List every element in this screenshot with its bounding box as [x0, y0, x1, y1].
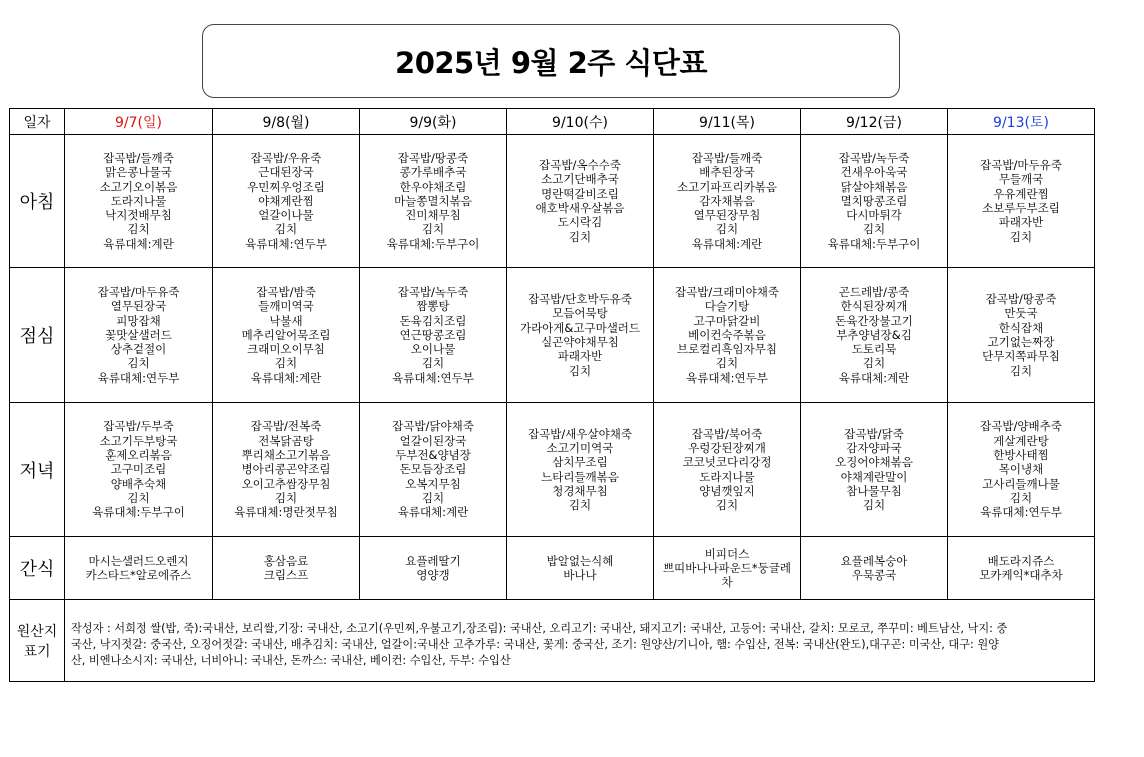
menu-item: 실곤약야채무침	[541, 335, 619, 349]
menu-item: 육류대체:연두부	[686, 370, 768, 385]
menu-item: 무들깨국	[998, 172, 1044, 187]
menu-item: 메추리알어묵조림	[241, 327, 331, 342]
menu-item: 꽃맛살샐러드	[105, 327, 172, 342]
menu-item: 고사리들깨나물	[982, 476, 1060, 491]
breakfast-cell	[801, 135, 948, 268]
menu-item: 브로컬리흑임자무침	[677, 342, 777, 357]
menu-item: 김치	[862, 498, 886, 513]
menu-item: 육류대체:계란	[103, 236, 174, 251]
menu-item: 모카케익*대추차	[979, 568, 1063, 582]
menu-item: 병아리콩곤약조림	[241, 462, 331, 477]
dinner-cell	[65, 403, 213, 537]
menu-item: 멸치땅콩조림	[840, 193, 908, 208]
menu-item: 낙지젓배무침	[105, 208, 172, 223]
title-box	[202, 24, 900, 98]
dinner-cell	[360, 403, 507, 537]
menu-item: 오복지무침	[405, 476, 461, 491]
menu-item: 우유계란찜	[993, 186, 1049, 201]
menu-item: 얼갈이나물	[258, 208, 314, 223]
header-row	[10, 109, 1095, 135]
lunch-cell	[507, 268, 654, 403]
menu-item: 김치	[568, 229, 592, 244]
menu-item: 뿌리채소고기볶음	[241, 448, 331, 463]
breakfast-cell	[654, 135, 801, 268]
menu-item: 고구미조림	[110, 462, 167, 477]
origin-line: 국산, 낙지젓갈: 중국산, 오징어젓갈: 국내산, 배추김치: 국내산, 얼갈이:국내산 고추가루: 국내산, 꽃게: 중국산, 조기: 원양산/기니아, 햄: 수입산, 전복: 국내산(완도),대구곤: 미국산, 대구: 원양	[71, 637, 999, 651]
menu-item: 들깨미역국	[258, 299, 314, 314]
day-header: 9/13(토)	[948, 109, 1095, 135]
dinner-cell	[948, 403, 1095, 537]
menu-item: 육류대체:연두부	[245, 236, 327, 251]
menu-item: 잡곡밥/닭야채죽	[392, 419, 474, 434]
menu-item: 소고기미역국	[546, 440, 614, 455]
menu-item: 잡곡밥/크래미야채죽	[675, 284, 779, 299]
menu-item: 도시락김	[557, 215, 603, 230]
menu-item: 잡곡밥/전복죽	[250, 419, 322, 434]
menu-item: 잡곡밥/들깨죽	[103, 150, 174, 165]
menu-item: 김치	[1009, 229, 1033, 244]
menu-item: 김치	[862, 356, 886, 371]
menu-item: 소고기파프리카볶음	[677, 179, 777, 194]
dinner-row	[10, 403, 1095, 537]
menu-item: 잡곡밥/밤죽	[256, 284, 316, 299]
menu-item: 다슬기탕	[704, 299, 750, 314]
menu-item: 다시마튀각	[846, 208, 902, 223]
menu-item: 코코넛코다리강정	[682, 455, 772, 470]
menu-item: 부추양념장&김	[836, 327, 912, 342]
menu-item: 전복닭곰탕	[258, 433, 314, 448]
menu-item: 얼갈이된장국	[399, 433, 467, 448]
menu-item: 김치	[1009, 363, 1033, 378]
menu-item: 김치	[568, 363, 592, 378]
menu-item: 오이고추쌈장무침	[241, 476, 331, 491]
menu-item: 육류대체:연두부	[392, 370, 474, 385]
menu-item: 잡곡밥/땅콩죽	[985, 292, 1057, 307]
menu-item: 크림스프	[263, 568, 309, 582]
menu-item: 잡곡밥/단호박두유죽	[528, 292, 632, 307]
menu-item: 파래자반	[557, 349, 603, 364]
page-title: 2025년 9월 2주 식단표	[395, 45, 707, 80]
menu-item: 상추겉절이	[110, 342, 167, 357]
menu-item: 돈모듬장조림	[399, 462, 467, 477]
menu-item: 삼치무조림	[552, 455, 608, 470]
menu-item: 두부전&양념장	[395, 448, 471, 463]
menu-item: 한우야채조림	[399, 179, 467, 194]
menu-item: 김치	[421, 490, 445, 505]
menu-item: 육류대체:계란	[250, 370, 322, 385]
menu-item: 크래미오이무침	[247, 342, 325, 357]
menu-item: 잡곡밥/새우살야채죽	[528, 426, 632, 441]
menu-item: 돈육김치조림	[399, 313, 467, 328]
breakfast-cell	[948, 135, 1095, 268]
menu-item: 육류대체:계란	[838, 370, 910, 385]
breakfast-cell	[507, 135, 654, 268]
menu-item: 한방사태찜	[993, 448, 1049, 463]
menu-item: 잡곡밥/녹두죽	[397, 284, 469, 299]
menu-item: 김치	[715, 222, 739, 237]
snack-cell	[654, 537, 801, 600]
dinner-cell	[213, 403, 360, 537]
menu-item: 베이컨숙주볶음	[688, 327, 766, 342]
snack-cell	[213, 537, 360, 600]
menu-item: 잡곡밥/양배추죽	[980, 419, 1062, 434]
origin-text	[65, 600, 1095, 682]
breakfast-cell	[360, 135, 507, 268]
lunch-cell	[654, 268, 801, 403]
menu-item: 비피더스	[704, 546, 750, 561]
menu-item: 김치	[421, 222, 445, 237]
menu-item: 한식된장찌개	[840, 299, 908, 314]
menu-item: 소보루두부조림	[982, 201, 1060, 215]
snack-row	[10, 537, 1095, 600]
menu-item: 잡곡밥/땅콩죽	[397, 150, 469, 165]
menu-item: 근대된장국	[258, 165, 314, 180]
menu-item: 느타리들깨볶음	[541, 469, 619, 484]
menu-item: 육류대체:두부구이	[92, 505, 185, 520]
menu-item: 모듬어묵탕	[552, 306, 608, 321]
menu-table	[9, 108, 1095, 682]
menu-item: 육류대체:연두부	[97, 370, 180, 385]
menu-item: 육류대체:연두부	[980, 505, 1062, 520]
menu-item: 열무된장무침	[693, 208, 761, 223]
menu-item: 청경채무침	[552, 483, 608, 498]
snack-cell	[65, 537, 213, 600]
day-header: 9/7(일)	[65, 109, 213, 135]
menu-item: 우렁강된장찌개	[688, 440, 766, 455]
menu-item: 요플레복숭아	[840, 553, 908, 568]
origin-row	[10, 600, 1095, 682]
breakfast-cell	[213, 135, 360, 268]
menu-item: 오이나물	[410, 342, 456, 357]
menu-item: 참나물무침	[846, 483, 902, 498]
day-header: 9/11(목)	[654, 109, 801, 135]
menu-item: 피망잡채	[116, 313, 161, 328]
menu-item: 김치	[862, 222, 886, 237]
menu-item: 열무된장국	[110, 299, 167, 314]
menu-item: 김치	[274, 490, 298, 505]
menu-item: 양배추숙채	[110, 476, 167, 491]
menu-item: 야채계란말이	[840, 469, 908, 484]
menu-item: 고구마닭갈비	[693, 313, 761, 328]
menu-item: 단무지쪽파무침	[982, 349, 1060, 364]
menu-item: 육류대체:계란	[397, 505, 469, 520]
menu-item: 김치	[568, 498, 592, 513]
day-header: 9/10(수)	[507, 109, 654, 135]
menu-item: 도라지나물	[110, 193, 167, 208]
lunch-cell	[65, 268, 213, 403]
menu-item: 육류대체:두부구이	[827, 236, 921, 251]
menu-item: 가라아게&고구마샐러드	[519, 320, 641, 335]
menu-item: 도토리묵	[851, 342, 897, 357]
menu-item: 배추된장국	[699, 165, 755, 180]
menu-item: 낙불새	[269, 313, 303, 328]
menu-item: 김치	[274, 356, 298, 371]
menu-item: 오징어야채볶음	[835, 455, 913, 470]
menu-item: 목이냉채	[998, 462, 1044, 477]
menu-item: 양념깻잎지	[699, 483, 755, 498]
menu-item: 우묵콩국	[851, 568, 897, 582]
menu-item: 홍삼음료	[263, 553, 309, 568]
dinner-cell	[801, 403, 948, 537]
menu-item: 마시는샐러드오렌지	[88, 553, 189, 568]
menu-item: 소고기두부탕국	[99, 433, 178, 448]
date-label: 일자	[10, 109, 65, 135]
menu-item: 건새우아욱국	[840, 165, 908, 180]
menu-item: 밥알없는식혜	[546, 553, 614, 568]
menu-item: 육류대체:두부구이	[386, 236, 480, 251]
day-header: 9/12(금)	[801, 109, 948, 135]
menu-item: 김치	[715, 356, 739, 371]
menu-item: 김치	[274, 222, 298, 237]
row-label: 저녁	[10, 403, 65, 537]
row-label: 점심	[10, 268, 65, 403]
menu-item: 잡곡밥/들깨죽	[691, 150, 763, 165]
menu-item: 소고기오이볶음	[99, 179, 178, 194]
menu-item: 콩가루배추국	[399, 165, 467, 180]
lunch-row	[10, 268, 1095, 403]
menu-item: 잡곡밥/마두유죽	[97, 284, 180, 299]
menu-item: 김치	[127, 222, 150, 237]
menu-item: 잡곡밥/옥수수죽	[539, 158, 621, 173]
menu-item: 바나나	[563, 568, 597, 582]
menu-item: 육류대체:명란젓무침	[234, 505, 338, 520]
menu-item: 애호박새우살볶음	[535, 201, 625, 215]
lunch-cell	[948, 268, 1095, 403]
menu-item: 짬뽕탕	[416, 299, 450, 314]
breakfast-row	[10, 135, 1095, 268]
menu-item: 김치	[1009, 490, 1033, 505]
origin-line: 작성자 : 서희정 쌀(밥, 죽):국내산, 보리쌀,기장: 국내산, 소고기(우민찌,우불고기,장조림): 국내산, 오리고기: 국내산, 돼지고기: 국내산, 고등어: 국내산, 갈치: 모로코, 쭈꾸미: 베트남산, 낙지: 중	[71, 621, 1008, 635]
menu-item: 잡곡밥/녹두죽	[838, 150, 910, 165]
menu-item: 잡곡밥/두부죽	[103, 419, 174, 434]
menu-item: 김치	[127, 490, 150, 505]
menu-item: 쁘띠바나나파운드*둥글레	[663, 560, 791, 575]
lunch-cell	[360, 268, 507, 403]
menu-item: 고기없는짜장	[987, 335, 1055, 349]
menu-item: 훈제오리볶음	[105, 448, 172, 463]
lunch-cell	[213, 268, 360, 403]
menu-item: 우민찌우엉조림	[247, 179, 325, 194]
menu-item: 마늘쫑멸치볶음	[394, 193, 472, 208]
menu-item: 맑은콩나물국	[105, 165, 172, 180]
menu-item: 명란떡갈비조림	[541, 186, 619, 201]
menu-item: 진미채무침	[405, 208, 461, 223]
origin-label: 원산지 표기	[10, 600, 65, 682]
menu-item: 만둣국	[1004, 306, 1038, 321]
menu-item: 게살계란탕	[993, 433, 1049, 448]
day-header: 9/8(월)	[213, 109, 360, 135]
menu-item: 육류대체:계란	[691, 236, 763, 251]
menu-item: 배도라지쥬스	[987, 553, 1055, 568]
menu-item: 영양갱	[416, 568, 450, 582]
menu-item: 김치	[715, 498, 739, 513]
row-label: 간식	[10, 537, 65, 600]
menu-item: 곤드레밥/콩죽	[838, 284, 910, 299]
menu-item: 야채계란찜	[258, 193, 314, 208]
snack-cell	[360, 537, 507, 600]
menu-item: 소고기단배추국	[541, 172, 619, 187]
menu-item: 카스타드*알로에쥬스	[85, 568, 192, 582]
lunch-cell	[801, 268, 948, 403]
breakfast-cell	[65, 135, 213, 268]
menu-item: 연근땅콩조림	[399, 327, 467, 342]
menu-item: 파래자반	[998, 215, 1044, 230]
snack-cell	[801, 537, 948, 600]
row-label: 아침	[10, 135, 65, 268]
menu-item: 잡곡밥/마두유죽	[980, 158, 1062, 173]
menu-item: 잡곡밥/북어죽	[691, 426, 763, 441]
menu-item: 도라지나물	[699, 469, 755, 484]
menu-item: 돈육간장불고기	[835, 313, 913, 328]
menu-item: 감자채볶음	[699, 193, 755, 208]
menu-item: 감자양파국	[846, 440, 902, 455]
menu-item: 요플레딸기	[405, 553, 461, 568]
menu-item: 한식잡채	[998, 320, 1044, 335]
day-header: 9/9(화)	[360, 109, 507, 135]
dinner-cell	[507, 403, 654, 537]
menu-item: 차	[721, 575, 733, 590]
menu-item: 김치	[421, 356, 445, 371]
snack-cell	[948, 537, 1095, 600]
snack-cell	[507, 537, 654, 600]
menu-item: 닭살야채볶음	[840, 179, 908, 194]
menu-item: 잡곡밥/닭죽	[844, 426, 904, 441]
menu-item: 김치	[127, 356, 150, 371]
menu-item: 잡곡밥/우유죽	[250, 150, 322, 165]
dinner-cell	[654, 403, 801, 537]
origin-line: 산, 비엔나소시지: 국내산, 너비아니: 국내산, 돈까스: 국내산, 베이컨: 수입산, 두부: 수입산	[71, 653, 511, 667]
